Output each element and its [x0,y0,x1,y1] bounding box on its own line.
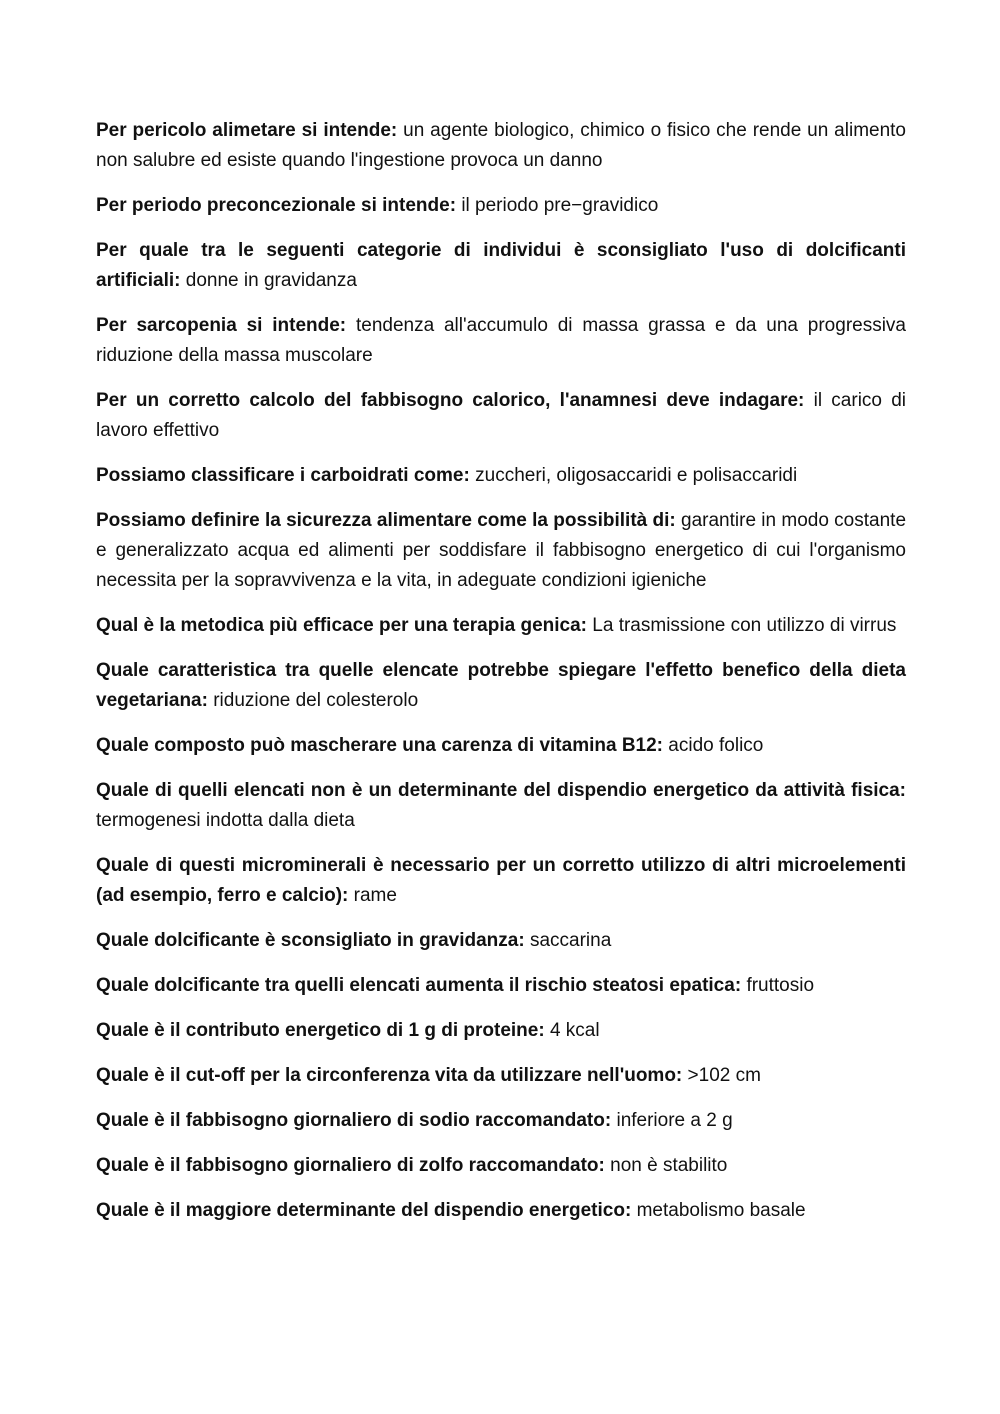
question-text: Quale caratteristica tra quelle elencate potrebbe spiegare l'effetto benefico della dieta vegetariana: [96,660,906,711]
qa-entry [96,116,906,176]
question-text: Quale dolcificante è sconsigliato in gravidanza: [96,930,525,951]
qa-entry [96,386,906,446]
answer-text: saccarina [529,930,612,951]
question-text: Quale è il maggiore determinante del dispendio energetico: [96,1200,632,1221]
qa-entry [96,236,906,296]
qa-entry [96,1151,906,1181]
qa-entry [96,1106,906,1136]
question-text: Quale è il fabbisogno giornaliero di zolfo raccomandato: [96,1155,605,1176]
qa-entry [96,851,906,911]
answer-text: >102 cm [687,1065,761,1086]
answer-text: rame [353,885,397,906]
question-text: Per un corretto calcolo del fabbisogno calorico, l'anamnesi deve indagare: [96,390,805,411]
question-text: Possiamo classificare i carboidrati come: [96,465,470,486]
question-text: Per sarcopenia si intende: [96,315,347,336]
question-text: Quale composto può mascherare una carenza di vitamina B12: [96,735,664,756]
answer-text: La trasmissione con utilizzo di virrus [592,615,897,636]
qa-entry [96,776,906,836]
question-text: Quale di questi microminerali è necessario per un corretto utilizzo di altri microelementi (ad esempio, ferro e calcio): [96,855,906,906]
qa-entry [96,506,906,596]
answer-text: 4 kcal [549,1020,600,1041]
answer-text: riduzione del colesterolo [213,690,419,711]
qa-entry [96,611,906,641]
answer-text: un agente biologico, chimico o fisico che rende un alimento non salubre ed esiste quando l'ingestione provoca un danno [96,120,906,171]
qa-entry [96,731,906,761]
answer-text: il carico di lavoro effettivo [96,390,906,441]
question-text: Possiamo definire la sicurezza alimentare come la possibilità di: [96,510,676,531]
answer-text: tendenza all'accumulo di massa grassa e da una progressiva riduzione della massa muscolare [96,315,907,366]
qa-entry [96,311,906,371]
answer-text: il periodo pre−gravidico [461,195,659,216]
answer-text: garantire in modo costante e generalizzato acqua ed alimenti per soddisfare il fabbisogno energetico di cui l'organismo necessita per la sopravvivenza e la vita, in adeguate condizioni igieniche [96,510,907,591]
answer-text: zuccheri, oligosaccaridi e polisaccaridi [475,465,798,486]
question-text: Per quale tra le seguenti categorie di individui è sconsigliato l'uso di dolcificanti artificiali: [96,240,906,291]
qa-entry [96,971,906,1001]
question-text: Quale di quelli elencati non è un determinante del dispendio energetico da attività fisica: [96,780,906,801]
document-page [96,116,906,1241]
answer-text: non è stabilito [610,1155,728,1176]
question-text: Quale è il cut-off per la circonferenza vita da utilizzare nell'uomo: [96,1065,683,1086]
qa-entry [96,926,906,956]
answer-text: metabolismo basale [636,1200,806,1221]
answer-text: acido folico [668,735,764,756]
qa-entry [96,1196,906,1226]
question-text: Quale è il contributo energetico di 1 g di proteine: [96,1020,545,1041]
question-text: Quale è il fabbisogno giornaliero di sodio raccomandato: [96,1110,612,1131]
question-text: Per periodo preconcezionale si intende: [96,195,457,216]
qa-entry [96,1016,906,1046]
qa-entry [96,1061,906,1091]
question-text: Per pericolo alimetare si intende: [96,120,398,141]
question-text: Quale dolcificante tra quelli elencati aumenta il rischio steatosi epatica: [96,975,742,996]
answer-text: fruttosio [746,975,815,996]
question-text: Qual è la metodica più efficace per una terapia genica: [96,615,587,636]
qa-entry [96,461,906,491]
qa-entry [96,191,906,221]
answer-text: inferiore a 2 g [616,1110,733,1131]
answer-text: termogenesi indotta dalla dieta [96,810,355,831]
answer-text: donne in gravidanza [185,270,357,291]
qa-entry [96,656,906,716]
